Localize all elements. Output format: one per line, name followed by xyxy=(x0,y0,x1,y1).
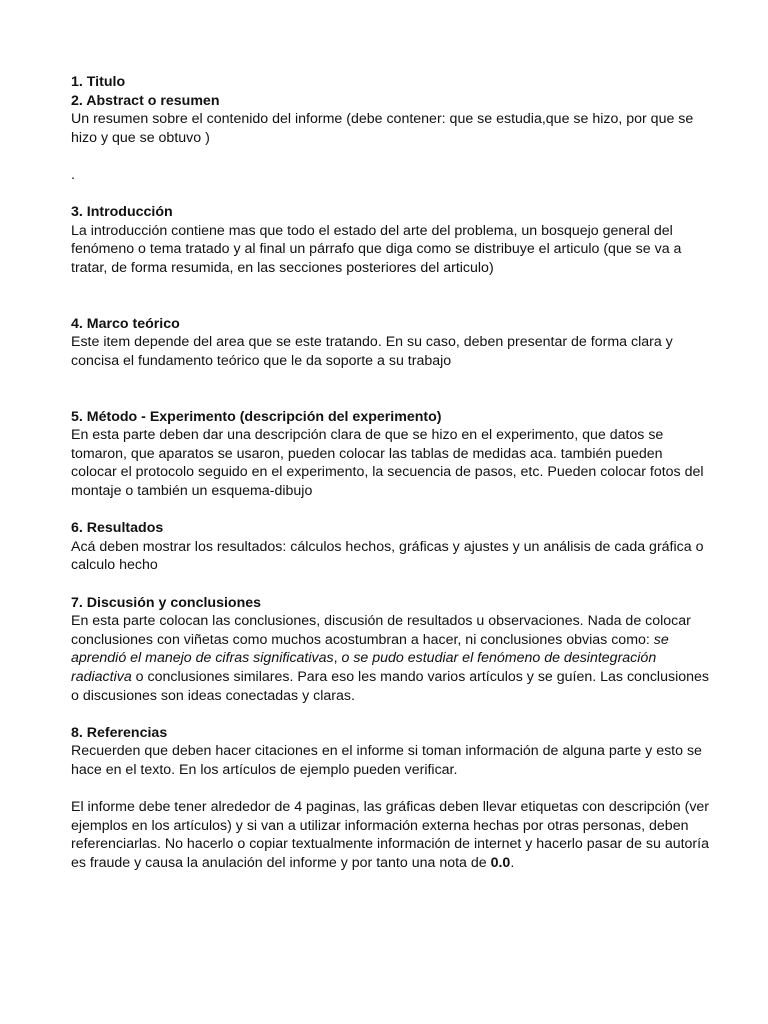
closing-text: El informe debe tener alrededor de 4 paginas, las gráficas deben llevar etiquetas con descripción (ver ejemplos en los artículos) y si van a utilizar información externa hechas por otras personas, deben referenciarlas. No hacerlo o copiar textualmente información de internet y hacerlo pasar de su autoría es fraude y causa la anulación del informe y por tanto una nota de xyxy=(71,799,710,871)
section-body-referencias: Recuerden que deben hacer citaciones en el informe si toman información de alguna parte y esto se hace en el texto. En los artículos de ejemplo pueden verificar. xyxy=(71,743,702,778)
section-body-abstract: Un resumen sobre el contenido del informe (debe contener: que se estudia,que se hizo, por que se hizo y que se obtuvo ) xyxy=(71,111,694,146)
section-heading-abstract: 2. Abstract o resumen xyxy=(71,92,220,109)
section-body-discusion xyxy=(71,612,711,705)
section-heading-titulo: 1. Titulo xyxy=(71,74,126,90)
stray-period: . xyxy=(71,166,75,183)
section-heading-discusion: 7. Discusión y conclusiones xyxy=(71,594,262,611)
section-body-marco-teorico: Este item depende del area que se este tratando. En su caso, deben presentar de forma clara y concisa el fundamento teórico que le da soporte a su trabajo xyxy=(71,334,673,369)
discusion-example-2: o se pudo estudiar el fenómeno de desintegración radiactiva xyxy=(71,650,657,685)
section-heading-marco-teorico: 4. Marco teórico xyxy=(71,315,180,332)
section-body-introduccion: La introducción contiene mas que todo el estado del arte del problema, un bosquejo general del fenómeno o tema tratado y al final un párrafo que diga como se distribuye el articulo (que se va a tratar, de forma resumida, en las secciones posteriores del articulo) xyxy=(71,222,682,276)
closing-paragraph xyxy=(71,798,711,872)
discusion-example-1: se aprendió el manejo de cifras significativas xyxy=(71,631,669,667)
section-heading-introduccion: 3. Introducción xyxy=(71,204,173,221)
section-body-metodo: En esta parte deben dar una descripción clara de que se hizo en el experimento, que datos se tomaron, que aparatos se usaron, pueden colocar las tablas de medidas aca. también pueden colocar el protocolo seguido en el experimento, la secuencia de pasos, etc. Pueden colocar fotos del montaje o también un esquema-dibujo xyxy=(71,427,704,500)
section-heading-metodo: 5. Método - Experimento (descripción del experimento) xyxy=(71,408,442,425)
document-page xyxy=(71,73,711,873)
discusion-text-1: En esta parte colocan las conclusiones, discusión de resultados u observaciones. Nada de colocar conclusiones con viñetas como muchos acostumbran a hacer, ni conclusiones obvias como: xyxy=(71,613,691,648)
discusion-text-2: , xyxy=(333,650,342,667)
section-heading-referencias: 8. Referencias xyxy=(71,724,168,741)
section-heading-resultados: 6. Resultados xyxy=(71,520,164,537)
closing-end: . xyxy=(510,854,515,871)
section-body-resultados: Acá deben mostrar los resultados: cálculos hechos, gráficas y ajustes y un análisis de cada gráfica o calculo hecho xyxy=(71,538,704,574)
discusion-text-3: o conclusiones similares. Para eso les mando varios artículos y se guíen. Las conclusiones o discusiones son ideas conectadas y claras. xyxy=(71,669,709,704)
closing-grade: 0.0 xyxy=(490,854,511,871)
